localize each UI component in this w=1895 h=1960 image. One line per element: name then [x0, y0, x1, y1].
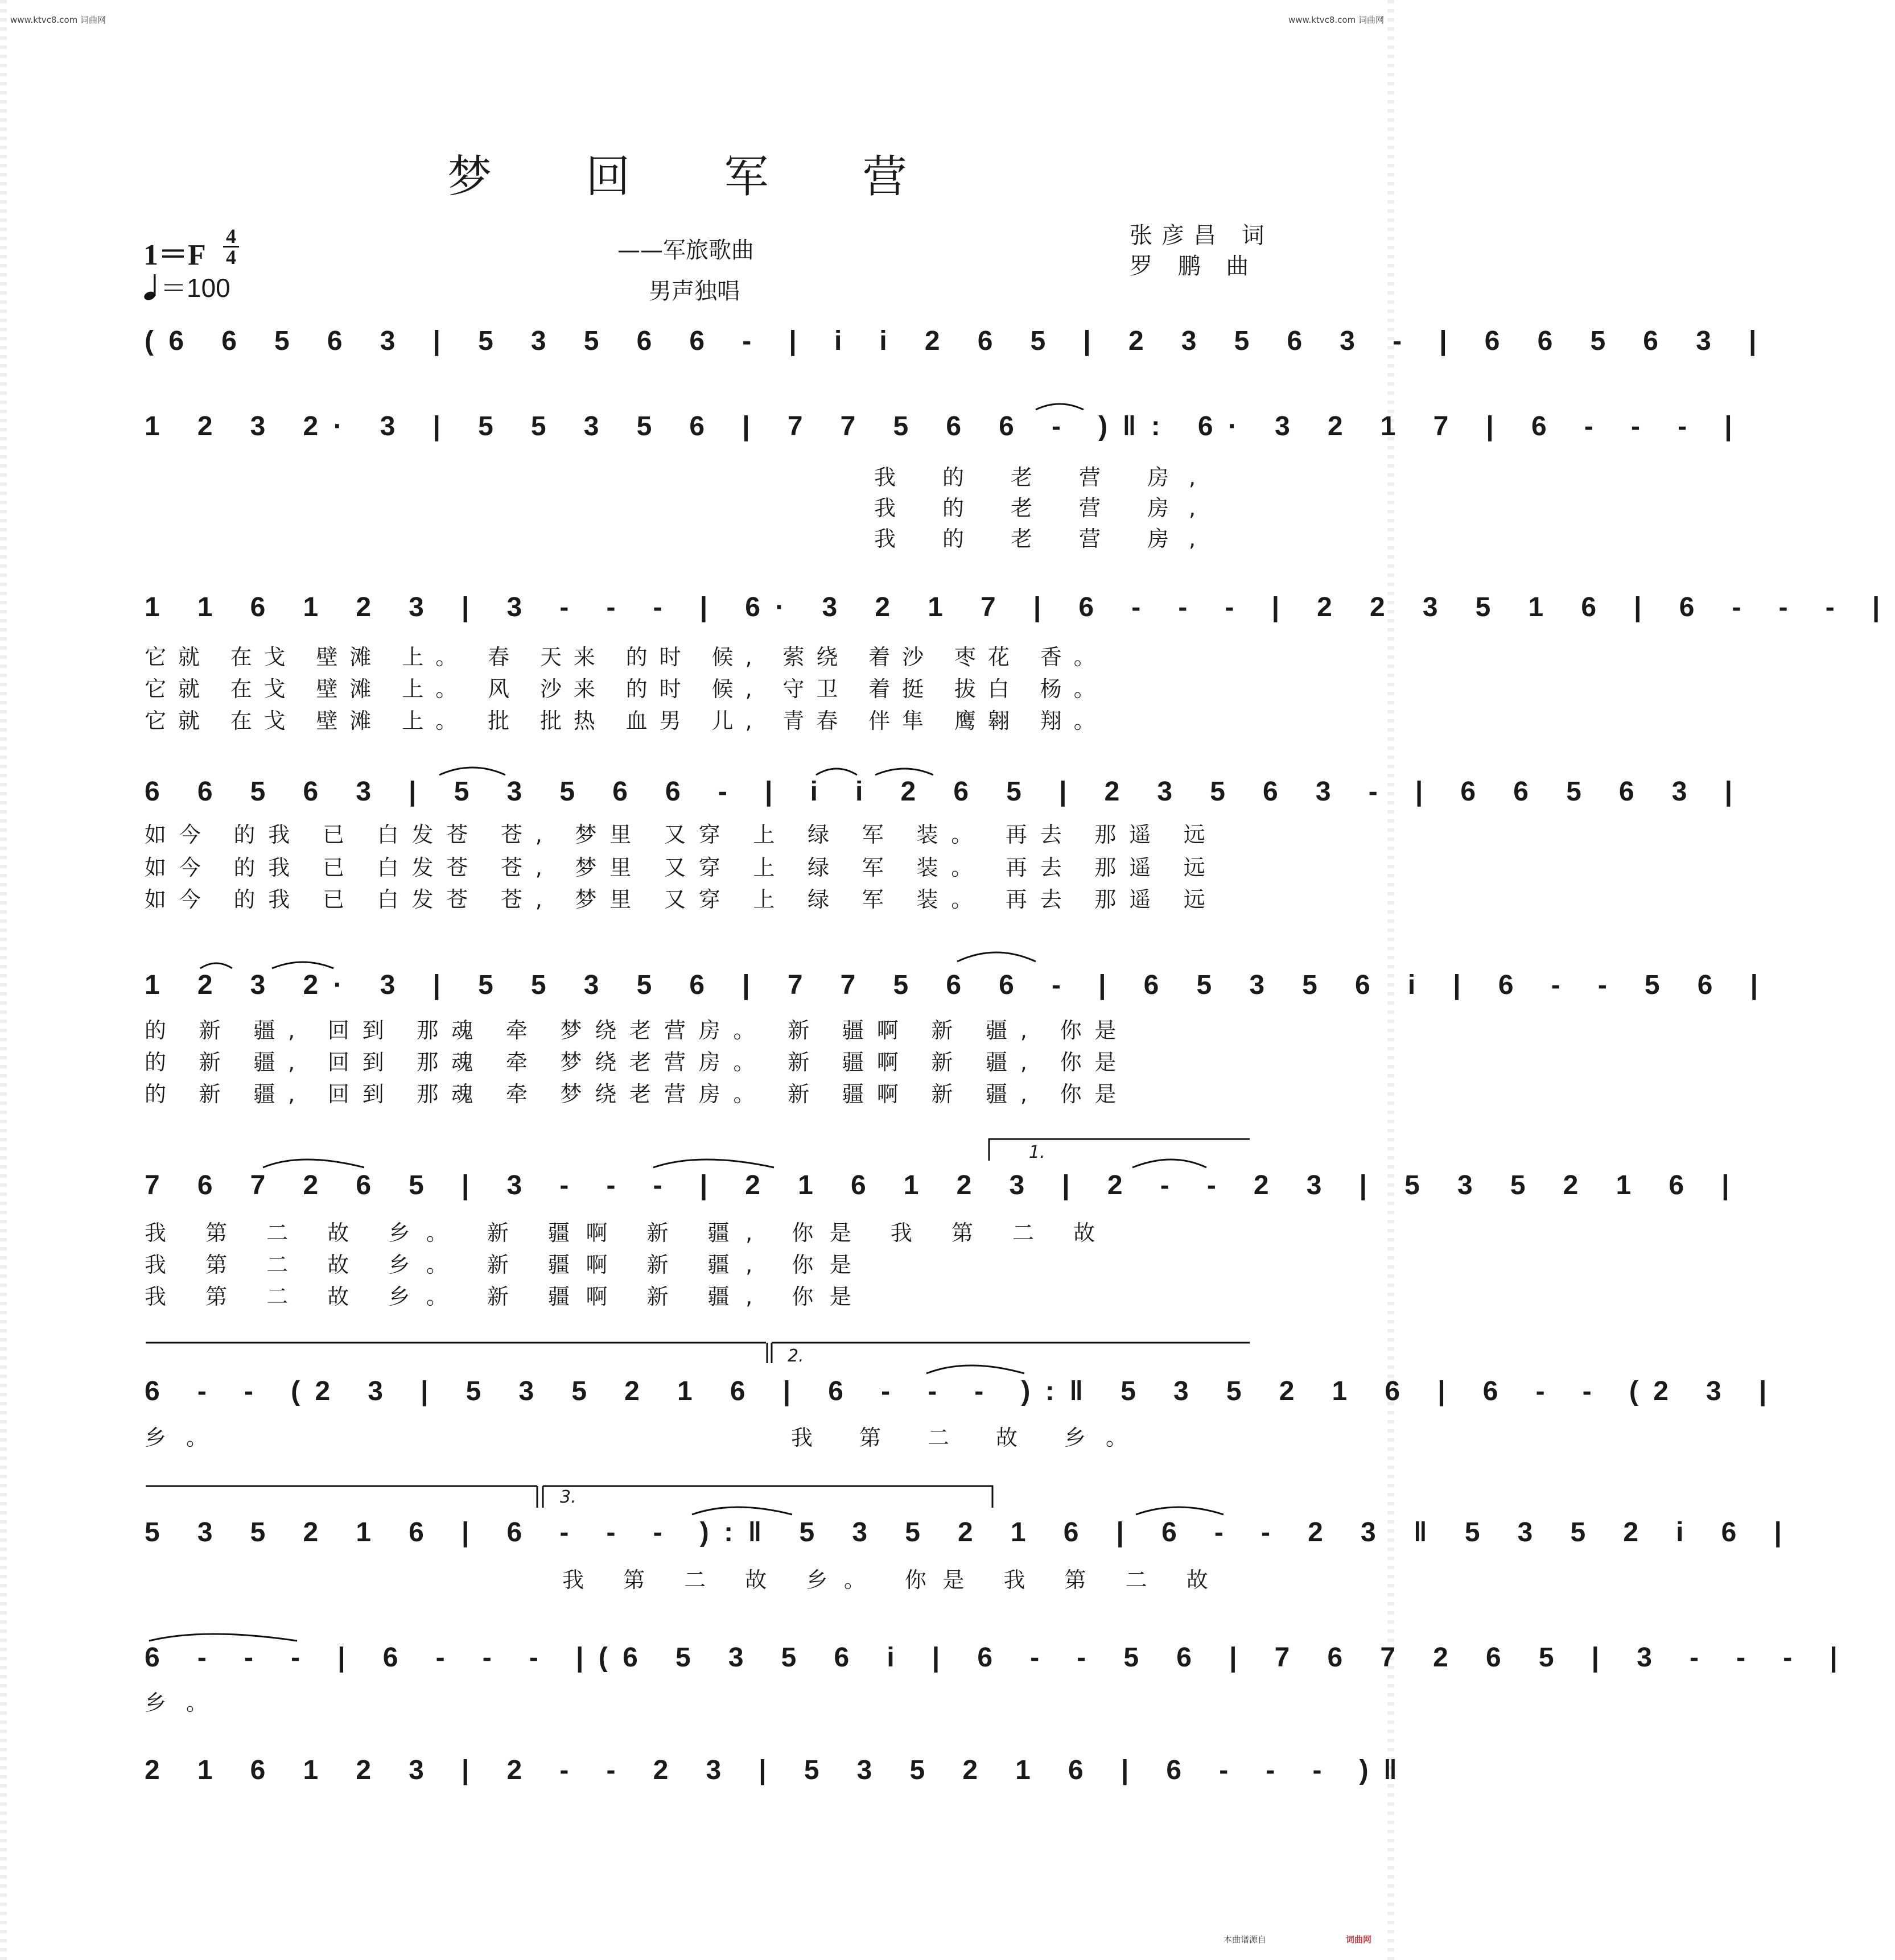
- system-8-notes: 5 3 5 2 1 6 | 6 - - - ):‖ 5 3 5 2 1 6 | 6 - - 2 3 ‖ 5 3 5 2 i 6 |: [145, 1517, 1797, 1548]
- system-3-notes: 1 1 6 1 2 3 | 3 - - - | 6· 3 2 1 7 | 6 - - - | 2 2 3 5 1 6 | 6 - - - |: [145, 592, 1895, 622]
- system-5-lyric-1: 的 新 疆, 回到 那魂 牵 梦绕老营房。 新 疆啊 新 疆, 你是: [145, 1018, 1130, 1043]
- slur-7: [957, 952, 1036, 962]
- system-2-lyric-1: 我 的 老 营 房,: [874, 465, 1216, 490]
- footer-source-label: 本曲谱源自: [1223, 1934, 1267, 1945]
- system-6-notes: 7 6 7 2 6 5 | 3 - - - | 2 1 6 1 2 3 | 2 - - 2 3 | 5 3 5 2 1 6 |: [145, 1170, 1744, 1200]
- system-6-lyric-3: 我 第 二 故 乡。 新 疆啊 新 疆, 你是: [145, 1284, 868, 1309]
- song-title: 梦 回 军 营: [447, 151, 947, 203]
- volta-3-bracket: [146, 1486, 992, 1508]
- system-7-lyric-1: 乡。: [145, 1425, 228, 1450]
- volta-1-bracket: [989, 1139, 1250, 1161]
- volta-1-label: 1.: [1029, 1142, 1045, 1162]
- volta-2-bracket: [146, 1343, 1250, 1363]
- system-3-lyric-1: 它就 在戈 壁滩 上。 春 天来 的时 候, 萦绕 着沙 枣花 香。: [145, 645, 1107, 670]
- system-8-lyric-1: 我 第 二 故 乡。 你是 我 第 二 故: [562, 1567, 1225, 1592]
- system-9-lyric-1: 乡。: [145, 1690, 228, 1715]
- system-5-notes: 1 2 3 2· 3 | 5 5 3 5 6 | 7 7 5 6 6 - | 6 5 3 5 6 i | 6 - - 5 6 |: [145, 970, 1773, 1000]
- system-1-notes: (6 6 5 6 3 | 5 3 5 6 6 - | i i 2 6 5 | 2 3 5 6 3 - | 6 6 5 6 3 |: [145, 326, 1772, 356]
- slur-3: [816, 769, 857, 775]
- system-6-lyric-1: 我 第 二 故 乡。 新 疆啊 新 疆, 你是 我 第 二 故: [145, 1220, 1111, 1245]
- slur-8: [263, 1160, 364, 1167]
- slur-1: [1036, 404, 1084, 410]
- slur-5: [200, 963, 232, 968]
- time-sig-bottom: 4: [226, 246, 236, 269]
- site-watermark-left: www.ktvc8.com 词曲网: [10, 15, 106, 25]
- system-10-notes: 2 1 6 1 2 3 | 2 - - 2 3 | 5 3 5 2 1 6 | 6 - - - )‖: [145, 1755, 1412, 1785]
- system-2-lyric-3: 我 的 老 营 房,: [874, 526, 1216, 551]
- system-5-lyric-2: 的 新 疆, 回到 那魂 牵 梦绕老营房。 新 疆啊 新 疆, 你是: [145, 1050, 1130, 1075]
- system-4-notes: 6 6 5 6 3 | 5 3 5 6 6 - | i i 2 6 5 | 2 3 5 6 3 - | 6 6 5 6 3 |: [145, 777, 1748, 807]
- slur-14: [149, 1634, 297, 1641]
- slur-10: [1132, 1160, 1206, 1167]
- subtitle: ——军旅歌曲: [617, 237, 754, 263]
- lyricist-credit: 张彦昌 词: [1130, 222, 1274, 249]
- footer-brand-logo[interactable]: 词曲网: [1346, 1934, 1372, 1945]
- system-7-notes: 6 - - (2 3 | 5 3 5 2 1 6 | 6 - - - ):‖ 5 3 5 2 1 6 | 6 - - (2 3 |: [145, 1376, 1782, 1406]
- slur-2: [439, 768, 505, 775]
- system-4-lyric-3: 如今 的我 已 白发苍 苍, 梦里 又穿 上 绿 军 装。 再去 那遥 远: [145, 887, 1218, 912]
- slur-4: [875, 769, 933, 775]
- system-2-lyric-2: 我 的 老 营 房,: [874, 496, 1216, 521]
- system-6-lyric-2: 我 第 二 故 乡。 新 疆啊 新 疆, 你是: [145, 1252, 868, 1277]
- system-3-lyric-2: 它就 在戈 壁滩 上。 风 沙来 的时 候, 守卫 着挺 拔白 杨。: [145, 676, 1107, 702]
- volta-3-label: 3.: [560, 1487, 576, 1507]
- system-9-notes: 6 - - - | 6 - - - |(6 5 3 5 6 i | 6 - - 5 6 | 7 6 7 2 6 5 | 3 - - - |: [145, 1643, 1853, 1673]
- time-sig-top: 4: [226, 225, 236, 247]
- slur-6: [272, 962, 333, 968]
- system-7-lyric-2: 我 第 二 故 乡。: [791, 1425, 1147, 1450]
- slur-9: [653, 1160, 774, 1167]
- performance-type: 男声独唱: [649, 278, 740, 304]
- key-signature: 1＝F: [143, 239, 206, 271]
- slur-13: [1136, 1507, 1223, 1515]
- volta-2-label: 2.: [788, 1346, 804, 1366]
- slur-11: [926, 1365, 1024, 1373]
- system-2-notes: 1 2 3 2· 3 | 5 5 3 5 6 | 7 7 5 6 6 - )‖: 6· 3 2 1 7 | 6 - - - |: [145, 411, 1748, 441]
- slur-12: [692, 1507, 792, 1515]
- tempo-value: ＝100: [160, 273, 230, 303]
- system-4-lyric-1: 如今 的我 已 白发苍 苍, 梦里 又穿 上 绿 军 装。 再去 那遥 远: [145, 822, 1218, 847]
- site-watermark-right: www.ktvc8.com 词曲网: [1288, 15, 1384, 25]
- system-3-lyric-3: 它就 在戈 壁滩 上。 批 批热 血男 儿, 青春 伴隼 鹰翱 翔。: [145, 708, 1107, 733]
- system-5-lyric-3: 的 新 疆, 回到 那魂 牵 梦绕老营房。 新 疆啊 新 疆, 你是: [145, 1082, 1130, 1107]
- composer-credit: 罗 鹏 曲: [1130, 253, 1258, 279]
- system-4-lyric-2: 如今 的我 已 白发苍 苍, 梦里 又穿 上 绿 军 装。 再去 那遥 远: [145, 855, 1218, 880]
